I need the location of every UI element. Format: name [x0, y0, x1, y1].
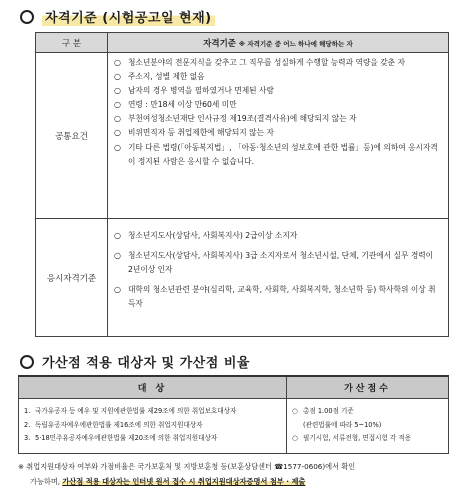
bonus-points [287, 398, 449, 453]
footnote [18, 459, 456, 489]
list-item: ○ 필기시험, 서류전형, 면접시험 각 적용 [292, 434, 412, 443]
list-item: ○ 연령 : 만18세 이상 만60세 미만 [114, 100, 237, 110]
list-item: ○ 청소년지도사(상담사, 사회복지사) 3급 소지자로서 청소년시설, 단체, 기관에서 실무 경력이 2년이상 인자 [114, 251, 434, 275]
list-item: 2. 독립유공자예우에관한법률 제16조에 의한 취업지원대상자 [24, 420, 203, 429]
section-title-qualification [20, 7, 215, 26]
header-category: 구 분 [36, 33, 108, 53]
section1-title: 자격기준 [45, 11, 98, 26]
circle-bullet-icon [20, 10, 34, 24]
footnote-emphasis: 가산점 적용 대상자는 인터넷 원서 접수 시 취업지원대상자증명서 첨부 · 제출 [62, 477, 306, 486]
section2-title: 가산점 적용 대상자 및 가산점 비율 [42, 356, 250, 371]
footnote-line2: 가능하며, 가산점 적용 대상자는 인터넷 원서 접수 시 취업지원대상자증명서 첨부 · 제출 [30, 477, 306, 486]
footnote-line1: ※ 취업지원대상자 여부와 가점비율은 국가보훈처 및 지방보훈청 등(보훈상담센터 ☎1577-0606)에서 확인 [18, 462, 356, 471]
list-item: ○ 주소지, 성별 제한 없음 [114, 72, 205, 82]
bonus-targets [19, 398, 287, 453]
list-item: ○ 총점 1.00점 기준 [292, 407, 354, 416]
list-item: ○ 기타 다른 법령(「아동복지법」, 「아동·청소년의 성보호에 관한 법률」등)에 의하여 응시자격이 정지된 사람은 응시할 수 없습니다. [114, 142, 438, 166]
section-title-bonus [20, 352, 250, 371]
category-common: 공통요건 [36, 53, 108, 219]
list-item: ○ 부천여성청소년재단 인사규정 제19조(결격사유)에 해당되지 않는 자 [114, 114, 357, 124]
header-criteria-note: ※ 자격기준 중 어느 하나에 해당하는 자 [238, 39, 353, 48]
list-item: 1. 국가유공자 등 예우 및 지원에관한법률 제29조에 의한 취업보호대상자 [24, 407, 237, 416]
list-item: ○ 남자의 경우 병역을 필하였거나 면제된 사람 [114, 86, 274, 96]
eligibility-requirements [108, 219, 449, 337]
circle-bullet-icon [20, 355, 34, 369]
common-requirements [108, 53, 449, 219]
qualification-table [35, 32, 449, 337]
list-item: ○ 청소년지도사(상담사, 사회복지사) 2급이상 소지자 [114, 231, 298, 240]
list-item: 3. 5·18민주유공자예우에관한법률 제20조에 의한 취업지원대상자 [24, 434, 218, 443]
header-criteria [108, 33, 449, 53]
list-item: (관련법률에 따라 5~10%) [303, 420, 382, 429]
list-item: ○ 비위면직자 등 취업제한에 해당되지 않는 자 [114, 128, 274, 138]
list-item: ○ 대학의 청소년관련 분야(심리학, 교육학, 사회학, 사회복지학, 청소년학 등) 학사학위 이상 취득자 [114, 285, 436, 309]
bonus-table [18, 375, 449, 454]
header-target: 대 상 [19, 376, 287, 398]
section1-subtitle: (시험공고일 현재) [102, 11, 212, 26]
list-item: ○ 청소년분야의 전문지식을 갖추고 그 직무를 성실하게 수행할 능력과 역량을 갖춘 자 [114, 58, 405, 67]
header-bonus: 가산점수 [287, 376, 449, 398]
category-eligibility: 응시자격기준 [36, 219, 108, 337]
header-criteria-main: 자격기준 [203, 38, 237, 49]
